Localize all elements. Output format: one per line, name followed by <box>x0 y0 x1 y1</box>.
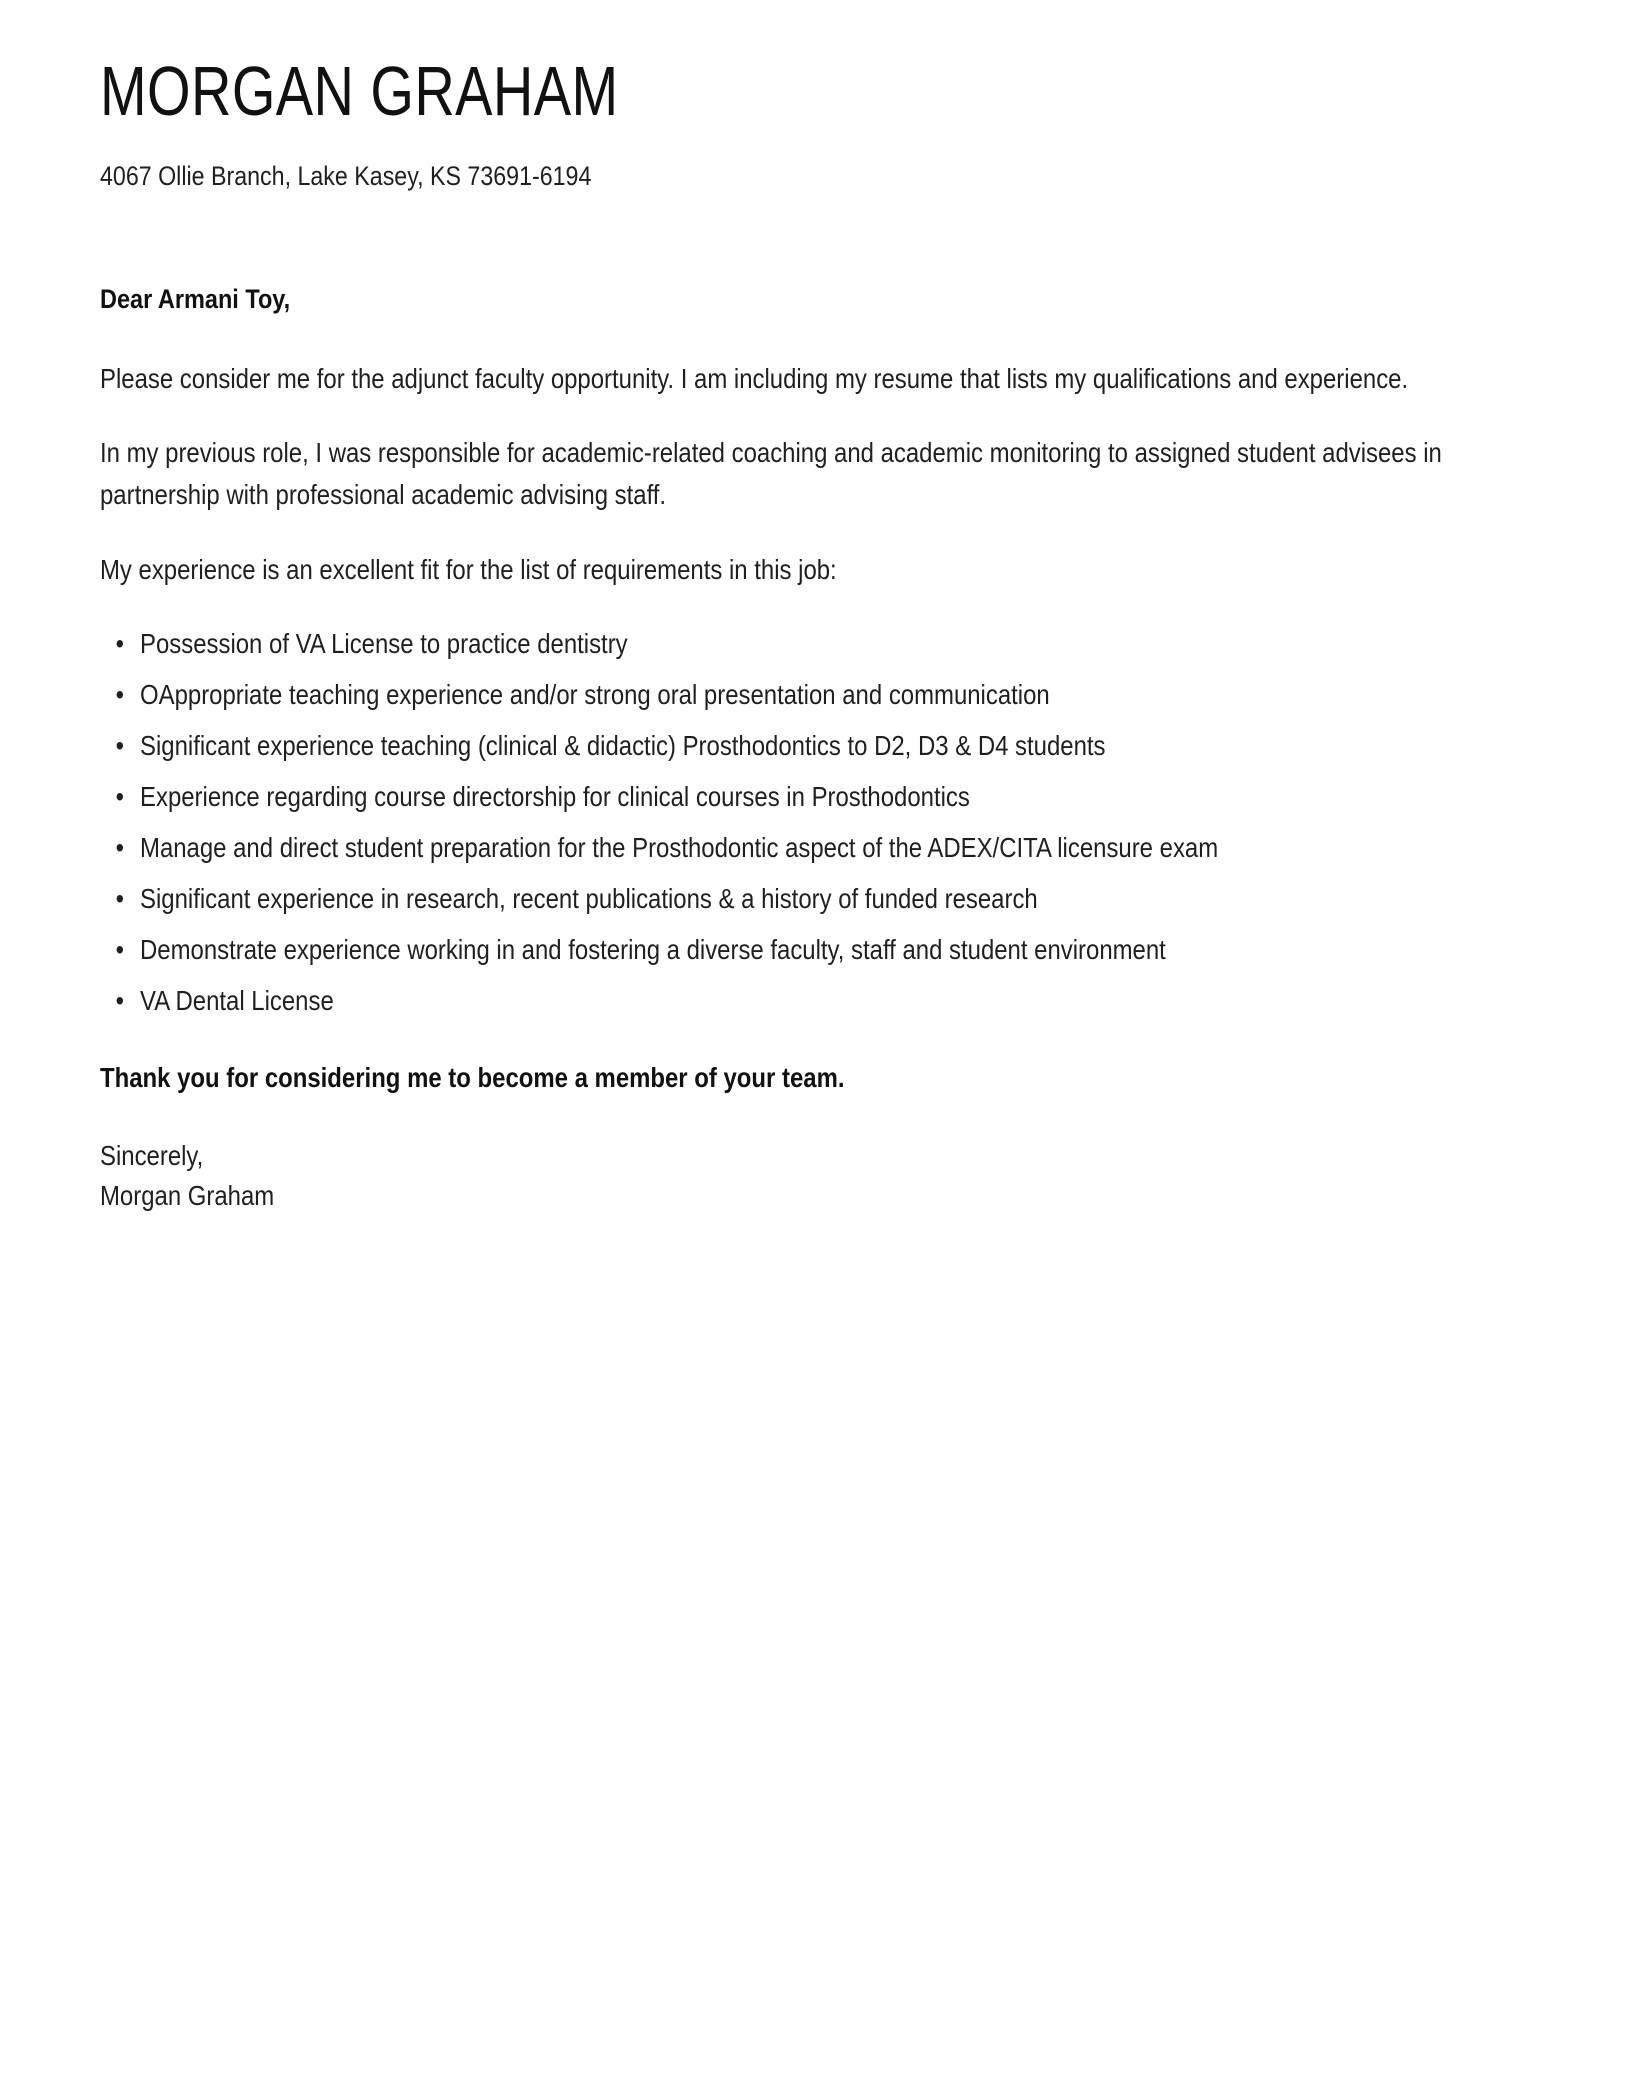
bullet-icon: • <box>115 678 125 710</box>
body-paragraph-1: Please consider me for the adjunct faculty opportunity. I am including my resume that lists my qualifications and experience. <box>100 362 1409 394</box>
signature-block <box>100 1136 1527 1216</box>
list-item-label: VA Dental License <box>140 985 334 1017</box>
list-item <box>100 879 1527 918</box>
bullet-icon: • <box>115 832 125 863</box>
bullet-icon: • <box>115 627 125 659</box>
list-item-label: Demonstrate experience working in and fostering a diverse faculty, staff and student environment <box>140 934 1166 966</box>
signoff-name: Morgan Graham <box>100 1179 275 1211</box>
page-title: MORGAN GRAHAM <box>100 52 619 130</box>
list-item <box>100 828 1527 867</box>
closing-thanks: Thank you for considering me to become a member of your team. <box>100 1062 845 1094</box>
body-paragraph-2: In my previous role, I was responsible for academic-related coaching and academic monitoring to assigned student advisees in partnership with professional academic advising staff. <box>100 437 1442 511</box>
letter-content <box>100 52 1530 1216</box>
bullet-icon: • <box>115 780 125 812</box>
bullet-icon: • <box>115 985 125 1017</box>
salutation: Dear Armani Toy, <box>100 284 291 315</box>
list-item-label: Significant experience in research, recent publications & a history of funded research <box>140 883 1038 915</box>
list-item <box>100 930 1527 969</box>
list-item-label: Possession of VA License to practice dentistry <box>140 627 628 659</box>
list-item-label: Experience regarding course directorship for clinical courses in Prosthodontics <box>140 780 970 812</box>
requirements-list <box>100 624 1527 1020</box>
bullet-icon: • <box>115 934 125 966</box>
body-paragraph-3: My experience is an excellent fit for the list of requirements in this job: <box>100 554 837 586</box>
applicant-address: 4067 Ollie Branch, Lake Kasey, KS 73691-6194 <box>100 161 592 192</box>
list-item-label: Significant experience teaching (clinical & didactic) Prosthodontics to D2, D3 & D4 students <box>140 729 1106 761</box>
list-item <box>100 624 1527 663</box>
list-item <box>100 777 1527 816</box>
list-item <box>100 675 1527 714</box>
list-item-label: OAppropriate teaching experience and/or strong oral presentation and communication <box>140 678 1050 710</box>
list-item-label: Manage and direct student preparation for the Prosthodontic aspect of the ADEX/CITA licensure exam <box>140 832 1219 863</box>
bullet-icon: • <box>115 883 125 915</box>
signoff-closing: Sincerely, <box>100 1140 204 1172</box>
list-item <box>100 981 1527 1020</box>
bullet-icon: • <box>115 729 125 761</box>
letter-body <box>100 280 1527 1215</box>
list-item <box>100 726 1527 765</box>
